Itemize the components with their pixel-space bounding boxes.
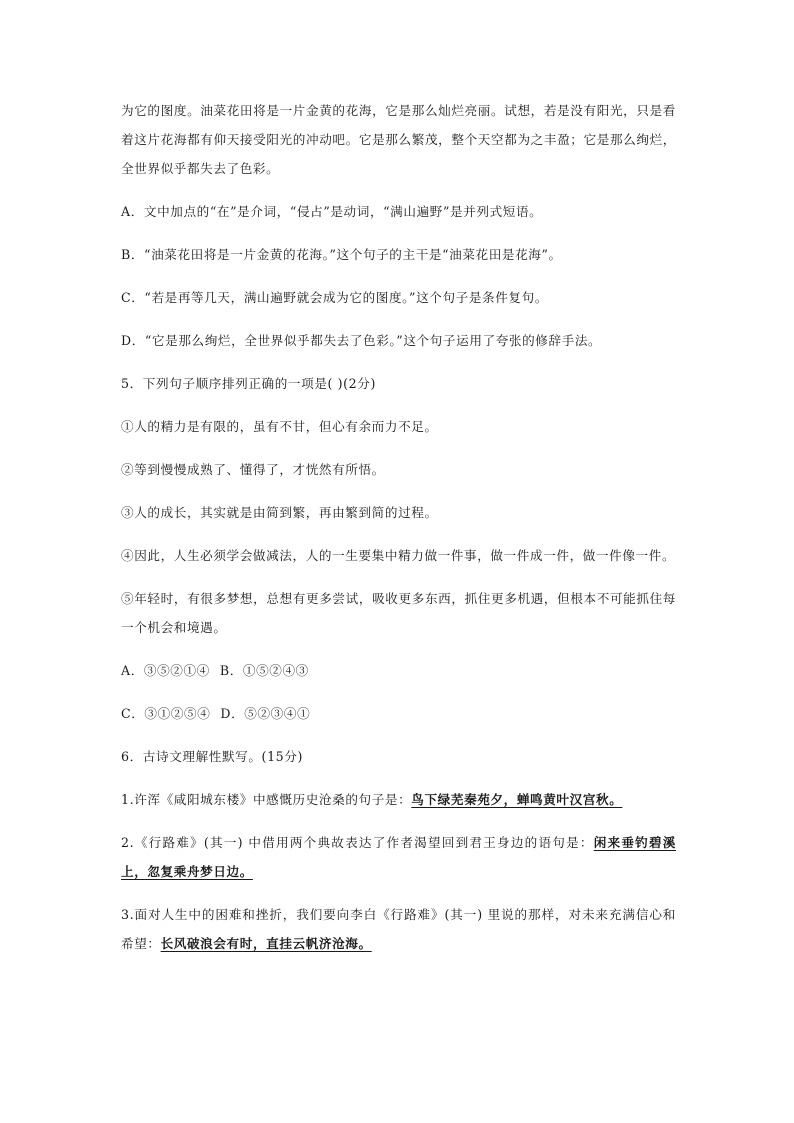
q5-sentence-3: ③人的成长，其实就是由简到繁，再由繁到简的过程。	[121, 505, 438, 520]
q5-options-row-2	[121, 699, 676, 728]
q5-option-a: A．③⑤②①④	[121, 663, 210, 678]
q4-option-a: A．文中加点的“在”是介词，“侵占”是动词，“满山遍野”是并列式短语。	[121, 204, 543, 219]
q6-item-1	[121, 785, 676, 814]
q6-item-2-answer: 闲来垂钓碧溪上，忽复乘舟梦日边。	[121, 835, 676, 879]
q6-item-3-answer: 长风破浪会有时，直挂云帆济沧海。	[160, 936, 372, 951]
q4-option-b: B．“油菜花田将是一片金黄的花海。”这个句子的主干是“油菜花田是花海”。	[121, 247, 562, 262]
q5-option-d: D．⑤②③④①	[220, 706, 311, 721]
q5-option-c: C．③①②⑤④	[121, 706, 211, 721]
q5-sentence-2: ②等到慢慢成熟了、懂得了，才恍然有所悟。	[121, 462, 385, 477]
document-page	[121, 96, 676, 972]
q6-item-3-prompt: 3.面对人生中的困难和挫折，我们要向李白《行路难》(其一) 里说的那样，对未来充满信心和希望：	[121, 907, 676, 951]
q5-sentence-5: ⑤年轻时，有很多梦想，总想有更多尝试，吸收更多东西，抓住更多机遇，但根本不可能抓住每一个机会和境遇。	[121, 591, 676, 635]
q4-option-d: D．“它是那么绚烂，全世界似乎都失去了色彩。”这个句子运用了夸张的修辞手法。	[121, 333, 602, 348]
q6-stem: 6．古诗文理解性默写。(15分)	[121, 749, 303, 764]
q6-item-1-answer: 鸟下绿芜秦苑夕，蝉鸣黄叶汉宫秋。	[411, 792, 623, 807]
q4-option-c: C．“若是再等几天，满山遍野就会成为它的图度。”这个句子是条件复句。	[121, 290, 549, 305]
q6-item-2-prompt: 2.《行路难》(其一) 中借用两个典故表达了作者渴望回到君王身边的语句是：	[121, 835, 594, 850]
q5-option-b: B．①⑤②④③	[219, 663, 309, 678]
passage-text: 为它的图度。油菜花田将是一片金黄的花海，它是那么灿烂亮丽。试想，若是没有阳光，只是看着这片花海都有仰天接受阳光的冲动吧。它是那么繁茂，整个天空都为之丰盈；它是那么绚烂，全世界似乎都失去了色彩。	[121, 103, 676, 176]
q5-stem: 5．下列句子顺序排列正确的一项是( )(2分)	[121, 376, 376, 391]
q6-item-2	[121, 828, 676, 886]
q5-options-row-1	[121, 656, 676, 685]
q6-item-3	[121, 900, 676, 958]
q5-sentence-4: ④因此，人生必须学会做减法，人的一生要集中精力做一件事，做一件成一件，做一件像一件。	[121, 548, 676, 563]
q5-sentence-1: ①人的精力是有限的，虽有不甘，但心有余而力不足。	[121, 419, 438, 434]
q6-item-1-prompt: 1.许浑《咸阳城东楼》中感慨历史沧桑的句子是：	[121, 792, 412, 807]
